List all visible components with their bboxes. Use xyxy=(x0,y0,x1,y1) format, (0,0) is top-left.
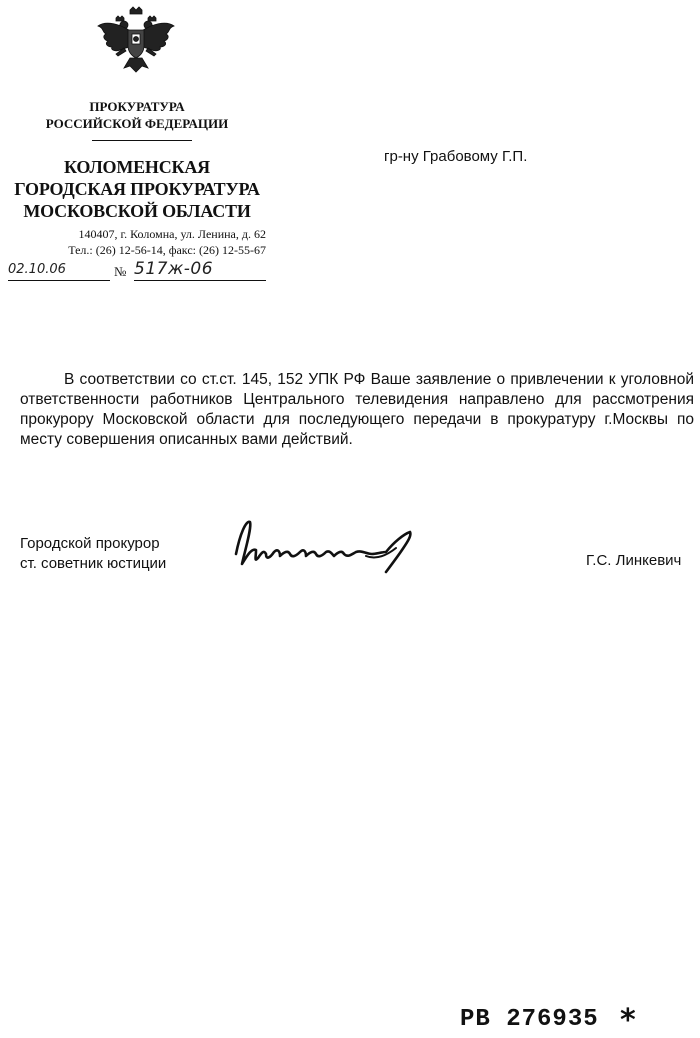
russian-coat-of-arms-icon xyxy=(94,6,178,74)
office-line-2: ГОРОДСКАЯ ПРОКУРАТУРА xyxy=(14,179,260,199)
registration-line xyxy=(6,260,268,284)
org-line-2: РОССИЙСКОЙ ФЕДЕРАЦИИ xyxy=(45,116,229,131)
recipient: гр-ну Грабовому Г.П. xyxy=(384,148,528,165)
header-divider xyxy=(92,140,192,141)
registration-date: 02.10.06 xyxy=(8,260,110,281)
serial-mark: * xyxy=(620,1003,636,1038)
number-sign: № xyxy=(114,264,127,279)
letter-paragraph: В соответствии со ст.ст. 145, 152 УПК РФ Ваше заявление о привлечении к уголовной ответственности работников Центрального телевидения направлено для рассмотрения прокурору Московской области для последующего передачи в прокуратуру г.Москвы по месту совершения описанных вами действий. xyxy=(20,371,694,448)
signatory-name: Г.С. Линкевич xyxy=(586,552,682,569)
office-name xyxy=(6,156,268,222)
organization-name xyxy=(30,98,244,132)
letter-body xyxy=(20,370,694,450)
office-contacts xyxy=(26,226,266,258)
signatory-title xyxy=(20,534,166,574)
handwritten-signature xyxy=(226,514,426,580)
office-line-3: МОСКОВСКОЙ ОБЛАСТИ xyxy=(23,201,251,221)
registration-number: 517ж-06 xyxy=(134,260,266,281)
office-address: 140407, г. Коломна, ул. Ленина, д. 62 xyxy=(78,227,266,241)
form-serial-number: РВ 276935 xyxy=(460,1006,599,1033)
office-phones: Тел.: (26) 12-56-14, факс: (26) 12-55-67 xyxy=(68,243,266,257)
office-line-1: КОЛОМЕНСКАЯ xyxy=(64,157,210,177)
org-line-1: ПРОКУРАТУРА xyxy=(89,99,185,114)
signatory-title-line-2: ст. советник юстиции xyxy=(20,555,167,572)
signatory-title-line-1: Городской прокурор xyxy=(20,535,160,552)
